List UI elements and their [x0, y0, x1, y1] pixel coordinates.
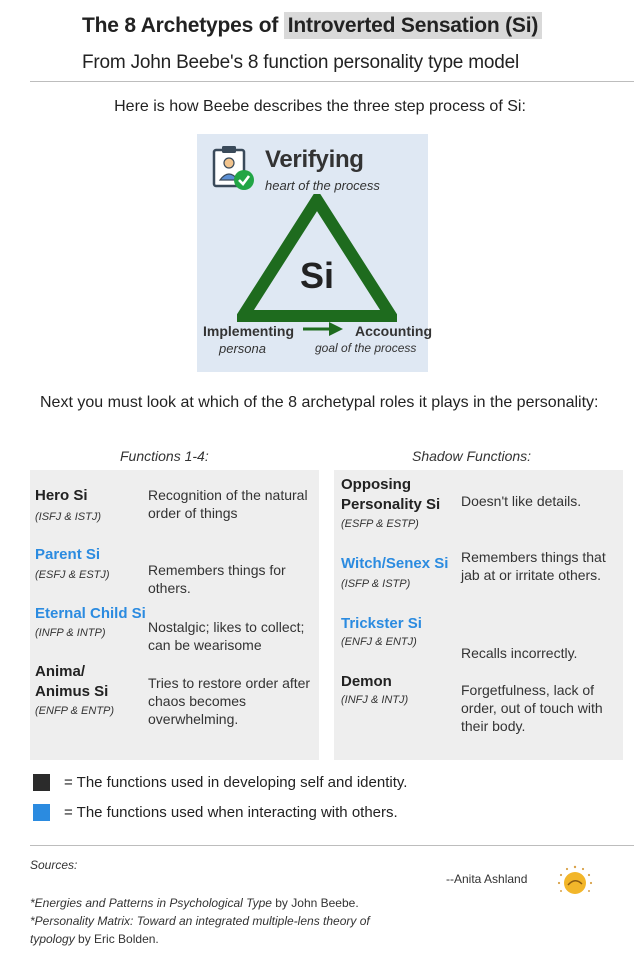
shadow-desc-witch: Remembers things that jab at or irritate others. — [461, 549, 606, 583]
function-name-eternal-child: Eternal Child Si — [35, 605, 146, 622]
author-credit: --Anita Ashland — [446, 872, 528, 886]
source-1 — [30, 894, 390, 912]
title-prefix: The 8 Archetypes of — [82, 14, 284, 37]
function-desc-hero: Recognition of the natural order of things — [148, 487, 308, 521]
si-process-diagram — [197, 134, 432, 372]
function-types-hero: (ISFJ & ISTJ) — [35, 511, 101, 523]
shadow-name-witch: Witch/Senex Si — [341, 555, 449, 572]
functions-heading: Functions 1-4: — [120, 448, 209, 464]
si-center-label: Si — [299, 255, 334, 296]
arrow-right-icon — [301, 320, 345, 338]
source-2 — [30, 912, 390, 948]
legend-text-identity: = The functions used in developing self and identity. — [64, 774, 408, 791]
shadow-name-opposing: Opposing Personality Si — [341, 476, 441, 513]
accounting-sub: goal of the process — [315, 341, 417, 355]
author-logo-icon — [556, 864, 594, 900]
function-name-hero: Hero Si — [35, 487, 88, 504]
shadow-desc-demon: Forgetfulness, lack of order, out of touch with their body. — [461, 682, 603, 734]
source-1-author: by John Beebe. — [271, 896, 359, 910]
function-desc-eternal-child: Nostalgic; likes to collect; can be wearisome — [148, 619, 305, 653]
shadow-types-trickster: (ENFJ & ENTJ) — [341, 636, 417, 648]
shadow-types-demon: (INFJ & INTJ) — [341, 694, 409, 706]
shadow-desc-trickster: Recalls incorrectly. — [461, 645, 578, 661]
function-desc-parent: Remembers things for others. — [148, 562, 286, 596]
shadow-types-witch: (ISFP & ISTP) — [341, 578, 411, 590]
function-desc-anima: Tries to restore order after chaos becomes overwhelming. — [148, 675, 311, 727]
function-types-anima: (ENFP & ENTP) — [35, 705, 115, 717]
shadow-name-trickster: Trickster Si — [341, 615, 422, 632]
implementing-sub: persona — [219, 341, 266, 356]
page-subtitle: From John Beebe's 8 function personality type model — [82, 52, 520, 73]
legend-text-others: = The functions used when interacting with others. — [64, 804, 398, 821]
verifying-sub: heart of the process — [265, 178, 380, 193]
verifying-label: Verifying — [265, 146, 364, 173]
roles-intro-text — [40, 394, 599, 412]
shadow-desc-opposing: Doesn't like details. — [461, 493, 582, 509]
header-divider — [30, 81, 634, 82]
shadow-panel — [334, 470, 623, 760]
function-types-eternal-child: (INFP & INTP) — [35, 627, 106, 639]
source-2-title: *Personality Matrix: Toward an integrated multiple-lens theory of typology — [30, 914, 370, 946]
functions-panel — [30, 470, 319, 760]
title-highlight: Introverted Sensation (Si) — [284, 12, 542, 39]
roles-intro: Next you must look at which of the 8 archetypal roles it plays in the personality: — [40, 394, 599, 411]
implementing-label: Implementing — [203, 323, 295, 339]
clipboard-check-icon — [211, 144, 257, 192]
source-1-title: *Energies and Patterns in Psychological Type — [30, 896, 272, 910]
accounting-label: Accounting — [355, 323, 432, 339]
sources-heading: Sources: — [30, 858, 78, 872]
shadow-types-opposing: (ESFP & ESTP) — [341, 518, 419, 530]
function-types-parent: (ESFJ & ESTJ) — [35, 569, 110, 581]
shadow-name-demon: Demon — [341, 673, 392, 690]
page-title — [82, 14, 542, 38]
intro-text: Here is how Beebe describes the three step process of Si: — [114, 98, 526, 115]
function-name-parent: Parent Si — [35, 546, 101, 563]
source-2-author: by Eric Bolden. — [74, 932, 159, 946]
footer-divider — [30, 845, 634, 846]
shadow-heading: Shadow Functions: — [412, 448, 532, 464]
legend-swatch-others — [33, 804, 50, 821]
function-name-anima: Anima/ Animus Si — [35, 663, 109, 700]
legend-swatch-identity — [33, 774, 50, 791]
